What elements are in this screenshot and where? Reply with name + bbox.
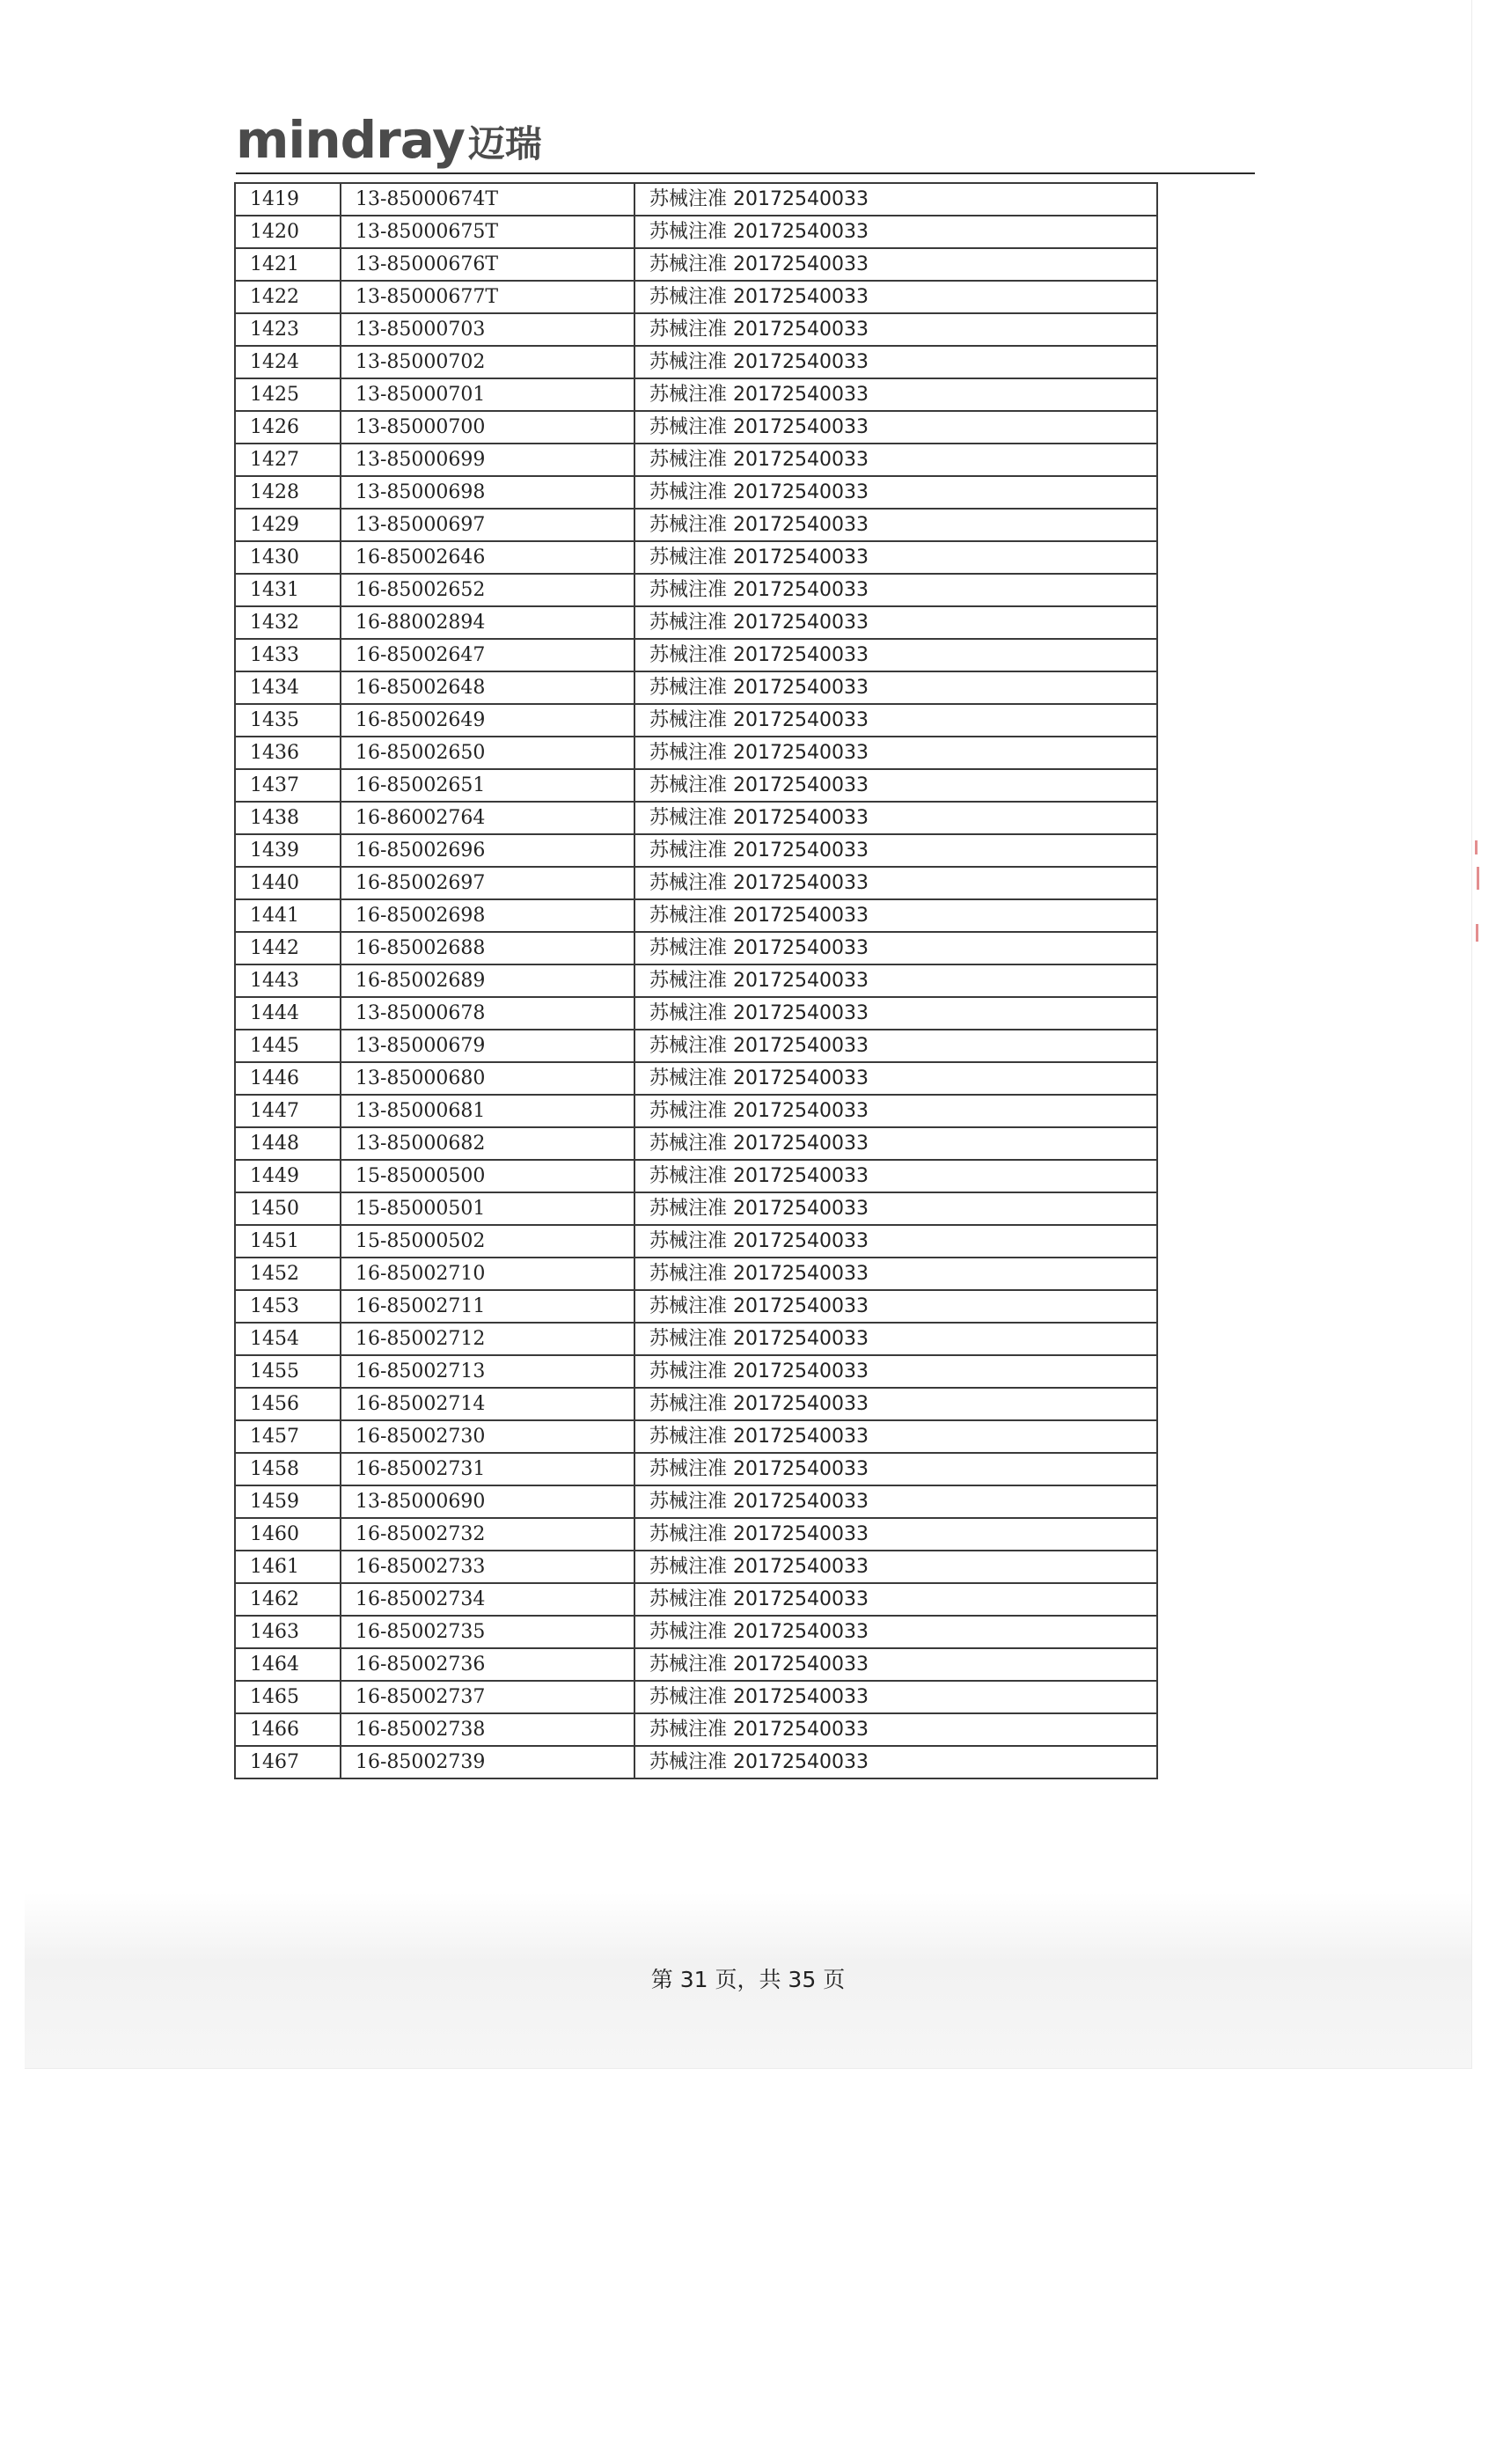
cell-index: 1446 — [235, 1062, 341, 1095]
cell-index: 1453 — [235, 1290, 341, 1323]
cell-index: 1464 — [235, 1648, 341, 1681]
cell-registration-number: 苏械注准 20172540033 — [634, 1095, 1157, 1127]
cell-registration-number: 苏械注准 20172540033 — [634, 1258, 1157, 1290]
cell-product-code: 16-85002689 — [341, 964, 634, 997]
cell-index: 1440 — [235, 867, 341, 899]
cell-registration-number: 苏械注准 20172540033 — [634, 1323, 1157, 1355]
cell-registration-number: 苏械注准 20172540033 — [634, 1225, 1157, 1258]
cell-product-code: 16-85002738 — [341, 1713, 634, 1746]
cell-registration-number: 苏械注准 20172540033 — [634, 1030, 1157, 1062]
cell-registration-number: 苏械注准 20172540033 — [634, 1485, 1157, 1518]
cell-index: 1427 — [235, 444, 341, 476]
cell-product-code: 16-86002764 — [341, 802, 634, 834]
cell-product-code: 16-85002711 — [341, 1290, 634, 1323]
cell-index: 1458 — [235, 1453, 341, 1485]
cell-index: 1423 — [235, 313, 341, 346]
cell-index: 1433 — [235, 639, 341, 671]
cell-registration-number: 苏械注准 20172540033 — [634, 1420, 1157, 1453]
cell-registration-number: 苏械注准 20172540033 — [634, 1616, 1157, 1648]
cell-index: 1461 — [235, 1551, 341, 1583]
table-row — [235, 639, 1157, 671]
cell-product-code: 13-85000677T — [341, 281, 634, 313]
cell-product-code: 16-85002696 — [341, 834, 634, 867]
table-row — [235, 606, 1157, 639]
table-row — [235, 1485, 1157, 1518]
cell-product-code: 16-85002735 — [341, 1616, 634, 1648]
table-row — [235, 313, 1157, 346]
cell-registration-number: 苏械注准 20172540033 — [634, 444, 1157, 476]
cell-product-code: 13-85000700 — [341, 411, 634, 444]
table-row — [235, 1062, 1157, 1095]
cell-product-code: 16-85002688 — [341, 932, 634, 964]
cell-index: 1454 — [235, 1323, 341, 1355]
table-row — [235, 1258, 1157, 1290]
cell-index: 1456 — [235, 1388, 341, 1420]
cell-product-code: 16-85002647 — [341, 639, 634, 671]
cell-index: 1442 — [235, 932, 341, 964]
table-row — [235, 444, 1157, 476]
cell-index: 1448 — [235, 1127, 341, 1160]
cell-index: 1420 — [235, 216, 341, 248]
cell-registration-number: 苏械注准 20172540033 — [634, 802, 1157, 834]
table-row — [235, 997, 1157, 1030]
table-row — [235, 1420, 1157, 1453]
cell-product-code: 16-85002713 — [341, 1355, 634, 1388]
table-row — [235, 1290, 1157, 1323]
cell-product-code: 15-85000502 — [341, 1225, 634, 1258]
cell-index: 1457 — [235, 1420, 341, 1453]
stamp-edge-mark — [1476, 924, 1478, 942]
cell-product-code: 16-85002732 — [341, 1518, 634, 1551]
table-row — [235, 964, 1157, 997]
table-row — [235, 1355, 1157, 1388]
cell-registration-number: 苏械注准 20172540033 — [634, 1518, 1157, 1551]
table-row — [235, 899, 1157, 932]
cell-registration-number: 苏械注准 20172540033 — [634, 476, 1157, 509]
cell-product-code: 13-85000698 — [341, 476, 634, 509]
cell-registration-number: 苏械注准 20172540033 — [634, 964, 1157, 997]
cell-index: 1428 — [235, 476, 341, 509]
table-row — [235, 1583, 1157, 1616]
table-row — [235, 411, 1157, 444]
cell-index: 1443 — [235, 964, 341, 997]
brand-logo-wordmark: mindray — [236, 110, 465, 170]
cell-registration-number: 苏械注准 20172540033 — [634, 997, 1157, 1030]
cell-registration-number: 苏械注准 20172540033 — [634, 183, 1157, 216]
cell-index: 1435 — [235, 704, 341, 737]
cell-product-code: 13-85000703 — [341, 313, 634, 346]
header-divider — [236, 172, 1255, 174]
cell-index: 1424 — [235, 346, 341, 378]
cell-index: 1419 — [235, 183, 341, 216]
table-row — [235, 1160, 1157, 1192]
cell-index: 1466 — [235, 1713, 341, 1746]
cell-index: 1431 — [235, 574, 341, 606]
table-row — [235, 867, 1157, 899]
cell-product-code: 16-85002710 — [341, 1258, 634, 1290]
table-row — [235, 1453, 1157, 1485]
table-row — [235, 1746, 1157, 1778]
cell-index: 1422 — [235, 281, 341, 313]
cell-product-code: 13-85000678 — [341, 997, 634, 1030]
cell-product-code: 13-85000690 — [341, 1485, 634, 1518]
cell-product-code: 16-85002646 — [341, 541, 634, 574]
table-row — [235, 1518, 1157, 1551]
stamp-edge-mark — [1477, 867, 1479, 890]
table-row — [235, 574, 1157, 606]
cell-product-code: 16-85002649 — [341, 704, 634, 737]
cell-registration-number: 苏械注准 20172540033 — [634, 867, 1157, 899]
cell-registration-number: 苏械注准 20172540033 — [634, 1648, 1157, 1681]
table-row — [235, 1192, 1157, 1225]
cell-product-code: 15-85000501 — [341, 1192, 634, 1225]
table-row — [235, 802, 1157, 834]
cell-registration-number: 苏械注准 20172540033 — [634, 671, 1157, 704]
table-row — [235, 216, 1157, 248]
cell-index: 1459 — [235, 1485, 341, 1518]
cell-product-code: 16-85002739 — [341, 1746, 634, 1778]
table-row — [235, 1616, 1157, 1648]
table-row — [235, 1323, 1157, 1355]
registration-table-body — [235, 183, 1157, 1778]
registration-table — [234, 182, 1158, 1779]
cell-registration-number: 苏械注准 20172540033 — [634, 769, 1157, 802]
table-row — [235, 1648, 1157, 1681]
cell-registration-number: 苏械注准 20172540033 — [634, 1160, 1157, 1192]
table-row — [235, 281, 1157, 313]
cell-registration-number: 苏械注准 20172540033 — [634, 1583, 1157, 1616]
table-row — [235, 704, 1157, 737]
table-row — [235, 183, 1157, 216]
cell-index: 1455 — [235, 1355, 341, 1388]
cell-product-code: 15-85000500 — [341, 1160, 634, 1192]
table-row — [235, 1030, 1157, 1062]
table-row — [235, 737, 1157, 769]
cell-product-code: 16-85002730 — [341, 1420, 634, 1453]
table-row — [235, 541, 1157, 574]
cell-index: 1444 — [235, 997, 341, 1030]
cell-product-code: 13-85000701 — [341, 378, 634, 411]
cell-registration-number: 苏械注准 20172540033 — [634, 737, 1157, 769]
cell-index: 1451 — [235, 1225, 341, 1258]
table-row — [235, 1713, 1157, 1746]
cell-product-code: 13-85000682 — [341, 1127, 634, 1160]
cell-registration-number: 苏械注准 20172540033 — [634, 1355, 1157, 1388]
cell-product-code: 16-85002697 — [341, 867, 634, 899]
cell-product-code: 13-85000676T — [341, 248, 634, 281]
cell-index: 1430 — [235, 541, 341, 574]
cell-registration-number: 苏械注准 20172540033 — [634, 1713, 1157, 1746]
cell-index: 1467 — [235, 1746, 341, 1778]
cell-registration-number: 苏械注准 20172540033 — [634, 541, 1157, 574]
cell-index: 1447 — [235, 1095, 341, 1127]
cell-index: 1462 — [235, 1583, 341, 1616]
cell-index: 1445 — [235, 1030, 341, 1062]
cell-registration-number: 苏械注准 20172540033 — [634, 509, 1157, 541]
cell-registration-number: 苏械注准 20172540033 — [634, 574, 1157, 606]
table-row — [235, 1681, 1157, 1713]
cell-registration-number: 苏械注准 20172540033 — [634, 248, 1157, 281]
cell-index: 1426 — [235, 411, 341, 444]
cell-index: 1439 — [235, 834, 341, 867]
cell-index: 1441 — [235, 899, 341, 932]
cell-product-code: 16-85002651 — [341, 769, 634, 802]
cell-registration-number: 苏械注准 20172540033 — [634, 216, 1157, 248]
table-row — [235, 476, 1157, 509]
cell-registration-number: 苏械注准 20172540033 — [634, 1192, 1157, 1225]
brand-logo — [236, 104, 542, 170]
cell-registration-number: 苏械注准 20172540033 — [634, 281, 1157, 313]
table-row — [235, 1095, 1157, 1127]
cell-registration-number: 苏械注准 20172540033 — [634, 378, 1157, 411]
cell-product-code: 13-85000674T — [341, 183, 634, 216]
table-row — [235, 1551, 1157, 1583]
cell-registration-number: 苏械注准 20172540033 — [634, 1062, 1157, 1095]
cell-product-code: 16-85002714 — [341, 1388, 634, 1420]
cell-registration-number: 苏械注准 20172540033 — [634, 899, 1157, 932]
cell-registration-number: 苏械注准 20172540033 — [634, 346, 1157, 378]
cell-index: 1432 — [235, 606, 341, 639]
brand-logo-chinese: 迈瑞 — [467, 121, 542, 165]
cell-registration-number: 苏械注准 20172540033 — [634, 1453, 1157, 1485]
cell-registration-number: 苏械注准 20172540033 — [634, 313, 1157, 346]
cell-product-code: 16-85002698 — [341, 899, 634, 932]
table-row — [235, 509, 1157, 541]
cell-product-code: 16-85002733 — [341, 1551, 634, 1583]
cell-product-code: 16-85002737 — [341, 1681, 634, 1713]
stamp-edge-mark — [1475, 840, 1478, 854]
table-row — [235, 932, 1157, 964]
cell-product-code: 16-88002894 — [341, 606, 634, 639]
cell-index: 1465 — [235, 1681, 341, 1713]
cell-product-code: 13-85000675T — [341, 216, 634, 248]
cell-index: 1434 — [235, 671, 341, 704]
cell-index: 1436 — [235, 737, 341, 769]
cell-index: 1449 — [235, 1160, 341, 1192]
table-row — [235, 671, 1157, 704]
table-row — [235, 378, 1157, 411]
cell-registration-number: 苏械注准 20172540033 — [634, 1388, 1157, 1420]
cell-product-code: 13-85000697 — [341, 509, 634, 541]
cell-product-code: 16-85002712 — [341, 1323, 634, 1355]
page-number — [0, 1962, 1496, 1994]
cell-product-code: 16-85002652 — [341, 574, 634, 606]
cell-index: 1437 — [235, 769, 341, 802]
cell-index: 1425 — [235, 378, 341, 411]
cell-registration-number: 苏械注准 20172540033 — [634, 639, 1157, 671]
table-row — [235, 1388, 1157, 1420]
cell-product-code: 16-85002734 — [341, 1583, 634, 1616]
cell-index: 1421 — [235, 248, 341, 281]
cell-registration-number: 苏械注准 20172540033 — [634, 1127, 1157, 1160]
cell-index: 1429 — [235, 509, 341, 541]
cell-product-code: 13-85000681 — [341, 1095, 634, 1127]
cell-product-code: 13-85000679 — [341, 1030, 634, 1062]
cell-product-code: 16-85002650 — [341, 737, 634, 769]
cell-index: 1463 — [235, 1616, 341, 1648]
cell-product-code: 16-85002648 — [341, 671, 634, 704]
cell-index: 1452 — [235, 1258, 341, 1290]
table-row — [235, 1225, 1157, 1258]
cell-product-code: 16-85002731 — [341, 1453, 634, 1485]
cell-index: 1450 — [235, 1192, 341, 1225]
table-row — [235, 248, 1157, 281]
page-number-text: 第 31 页，共 35 页 — [650, 1967, 846, 1992]
cell-product-code: 13-85000680 — [341, 1062, 634, 1095]
cell-registration-number: 苏械注准 20172540033 — [634, 1551, 1157, 1583]
cell-registration-number: 苏械注准 20172540033 — [634, 932, 1157, 964]
cell-product-code: 13-85000702 — [341, 346, 634, 378]
table-row — [235, 1127, 1157, 1160]
cell-registration-number: 苏械注准 20172540033 — [634, 704, 1157, 737]
cell-index: 1438 — [235, 802, 341, 834]
cell-product-code: 16-85002736 — [341, 1648, 634, 1681]
table-row — [235, 834, 1157, 867]
cell-product-code: 13-85000699 — [341, 444, 634, 476]
cell-registration-number: 苏械注准 20172540033 — [634, 411, 1157, 444]
table-row — [235, 769, 1157, 802]
cell-registration-number: 苏械注准 20172540033 — [634, 1746, 1157, 1778]
table-row — [235, 346, 1157, 378]
cell-index: 1460 — [235, 1518, 341, 1551]
cell-registration-number: 苏械注准 20172540033 — [634, 834, 1157, 867]
cell-registration-number: 苏械注准 20172540033 — [634, 1681, 1157, 1713]
cell-registration-number: 苏械注准 20172540033 — [634, 1290, 1157, 1323]
cell-registration-number: 苏械注准 20172540033 — [634, 606, 1157, 639]
